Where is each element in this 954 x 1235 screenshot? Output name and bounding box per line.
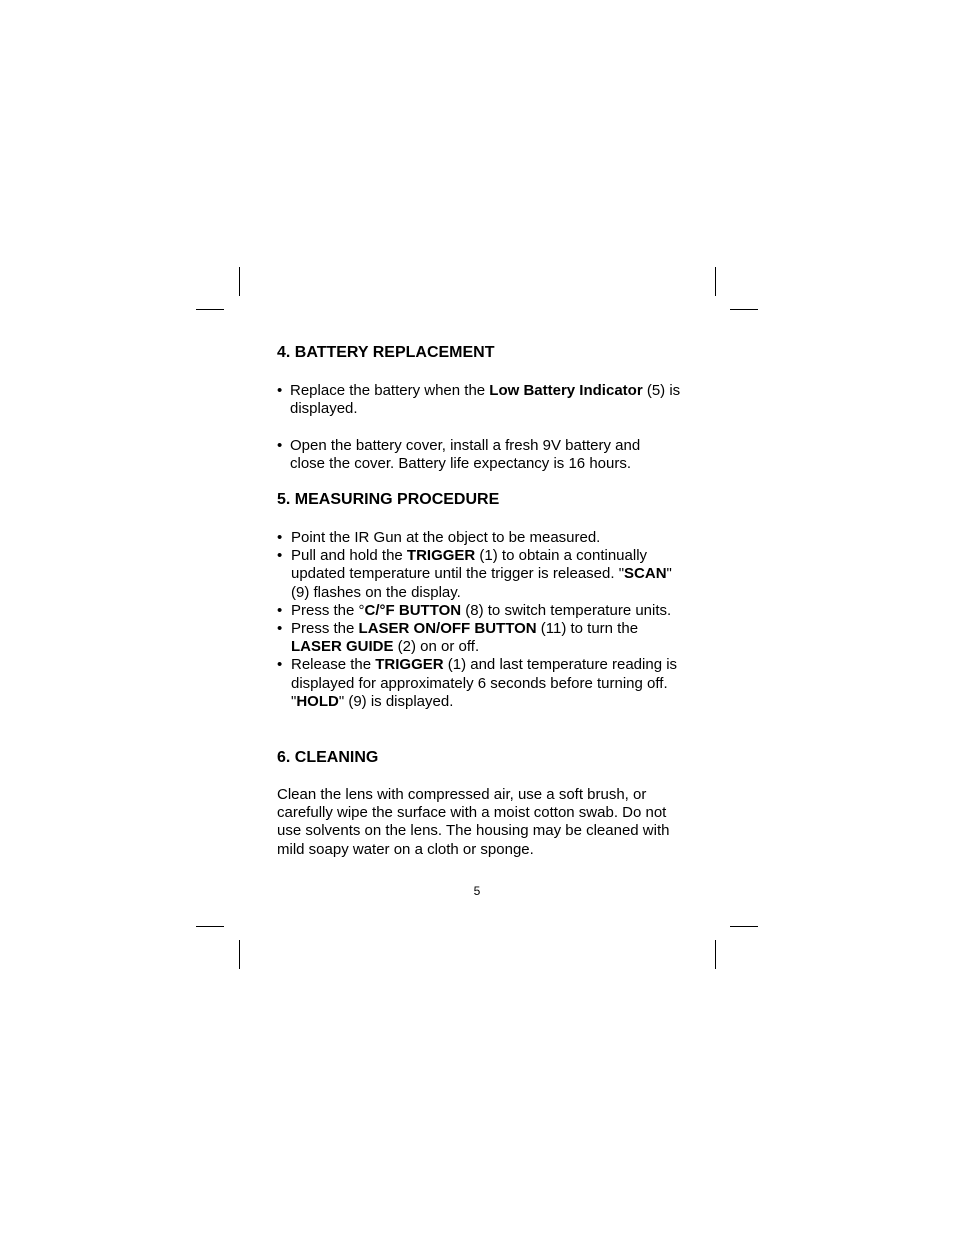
measuring-list bbox=[277, 529, 683, 711]
bullet: • bbox=[277, 529, 283, 546]
battery-bullet-1: • Replace the battery when the Low Battery Indicator (5) is displayed. bbox=[277, 382, 681, 418]
list-item: • Press the LASER ON/OFF BUTTON (11) to turn the LASER GUIDE (2) on or off. bbox=[277, 620, 639, 656]
crop-mark bbox=[715, 940, 716, 969]
cleaning-paragraph: Clean the lens with compressed air, use a soft brush, or carefully wipe the surface with a moist cotton swab. Do not use solvents on the lens. The housing may be cleaned with mild soapy water on a cloth or sponge. bbox=[277, 786, 670, 858]
bullet: • bbox=[277, 656, 283, 674]
crop-mark bbox=[730, 926, 758, 927]
bullet: • bbox=[277, 437, 283, 454]
list-item: • Release the TRIGGER (1) and last temperature reading is displayed for approximately 6 seconds before turning off. "HOLD" (9) is displayed. bbox=[277, 656, 678, 710]
crop-mark bbox=[196, 926, 224, 927]
list-item: • Pull and hold the TRIGGER (1) to obtain a continually updated temperature until the trigger is released. "SCAN" (9) flashes on the display. bbox=[277, 547, 672, 601]
crop-mark bbox=[196, 309, 224, 310]
battery-bullet-2: • Open the battery cover, install a fresh 9V battery and close the cover. Battery life expectancy is 16 hours. bbox=[277, 437, 641, 473]
bullet: • bbox=[277, 620, 283, 638]
section-heading-cleaning: 6. CLEANING bbox=[277, 749, 379, 766]
section-heading-measuring: 5. MEASURING PROCEDURE bbox=[277, 491, 500, 508]
crop-mark bbox=[730, 309, 758, 310]
list-item: • Point the IR Gun at the object to be measured. bbox=[277, 529, 601, 546]
section-heading-battery: 4. BATTERY REPLACEMENT bbox=[277, 344, 495, 361]
crop-mark bbox=[239, 940, 240, 969]
bullet: • bbox=[277, 547, 283, 565]
page-number: 5 bbox=[473, 884, 481, 898]
list-item: • Press the °C/°F BUTTON (8) to switch temperature units. bbox=[277, 601, 672, 619]
crop-mark bbox=[715, 267, 716, 296]
bullet: • bbox=[277, 382, 283, 399]
crop-mark bbox=[239, 267, 240, 296]
bullet: • bbox=[277, 601, 283, 619]
